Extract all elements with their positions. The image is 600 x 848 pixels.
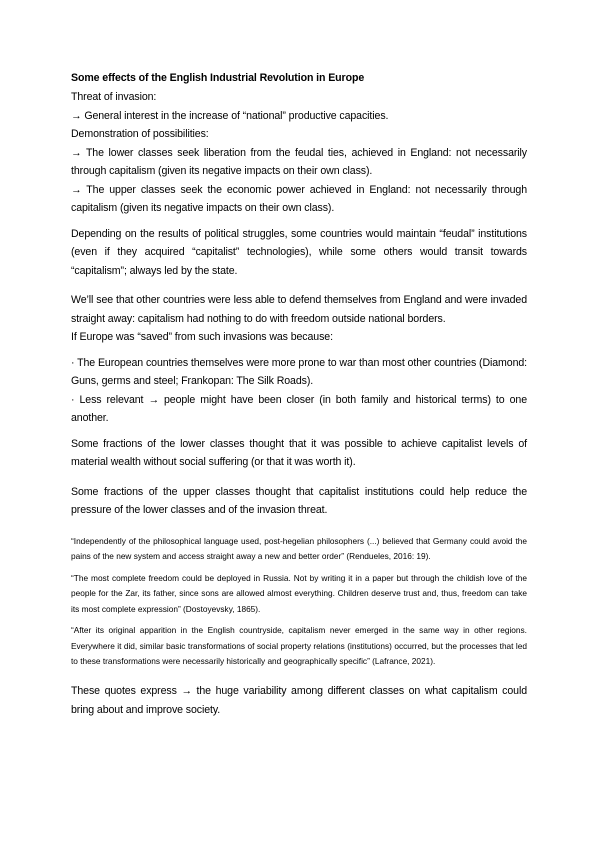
demonstration-heading: Demonstration of possibilities: [71,128,209,140]
paragraph-defend-from-england: We’ll see that other countries were less able to defend themselves from England and were invaded straight away: capitalism had nothing to do with freedom outside national borders. [71,294,527,325]
document-title: Some effects of the English Industrial Revolution in Europe [71,72,365,84]
paragraph-lower-classes: Some fractions of the lower classes thought that it was possible to achieve capitalist levels of material wealth without social suffering (or that it was worth it). [71,437,527,468]
threat-heading: Threat of invasion: [71,91,157,103]
threat-point: → General interest in the increase of “national” productive capacities. [71,109,389,122]
document-body [71,71,527,720]
demonstration-point-upper-classes: → The upper classes seek the economic power achieved in England: not necessarily through capitalism (given its negative impacts on their own class). [71,183,527,214]
quote-lafrance: “After its original apparition in the English countryside, capitalism never emerged in the same way in other regions. Everywhere it did, similar basic transformations of social property relations (institutions) occurred, but the processes that led to these transformations were necessarily historically and geographically specific” (Lafrance, 2021). [71,625,527,666]
bullet-people-closer: · Less relevant → people might have been closer (in both family and historical terms) to one another. [71,393,527,424]
paragraph-political-struggles: Depending on the results of political struggles, some countries would maintain “feudal” institutions (even if they acquired “capitalist” technologies), while some others would transit towards “capitalism”; always led by the state. [71,227,527,277]
demonstration-point-lower-classes: → The lower classes seek liberation from the feudal ties, achieved in England: not necessarily through capitalism (given its negative impacts on their own class). [71,146,527,177]
bullet-war-prone: · The European countries themselves were more prone to war than most other countries (Diamond: Guns, germs and steel; Frankopan: The Silk Roads). [71,356,527,387]
paragraph-upper-classes: Some fractions of the upper classes thought that capitalist institutions could help reduce the pressure of the lower classes and of the invasion threat. [71,485,527,516]
paragraph-europe-saved: If Europe was “saved” from such invasions was because: [71,331,333,343]
quote-rendueles: “Independently of the philosophical language used, post-hegelian philosophers (...) believed that Germany could avoid the pains of the new system and access straight away a new and better order” (Rendueles, 2016: 19). [71,535,527,561]
paragraph-closing: These quotes express → the huge variability among different classes on what capitalism could bring about and improve society. [71,684,527,716]
quote-dostoyevsky: “The most complete freedom could be deployed in Russia. Not by writing it in a paper but through the childish love of the people for the Zar, its father, since sons are allowed almost everything. Children deserve trust and, thus, freedom can take its most complete expression” (Dostoyevsky, 1865). [71,572,527,614]
